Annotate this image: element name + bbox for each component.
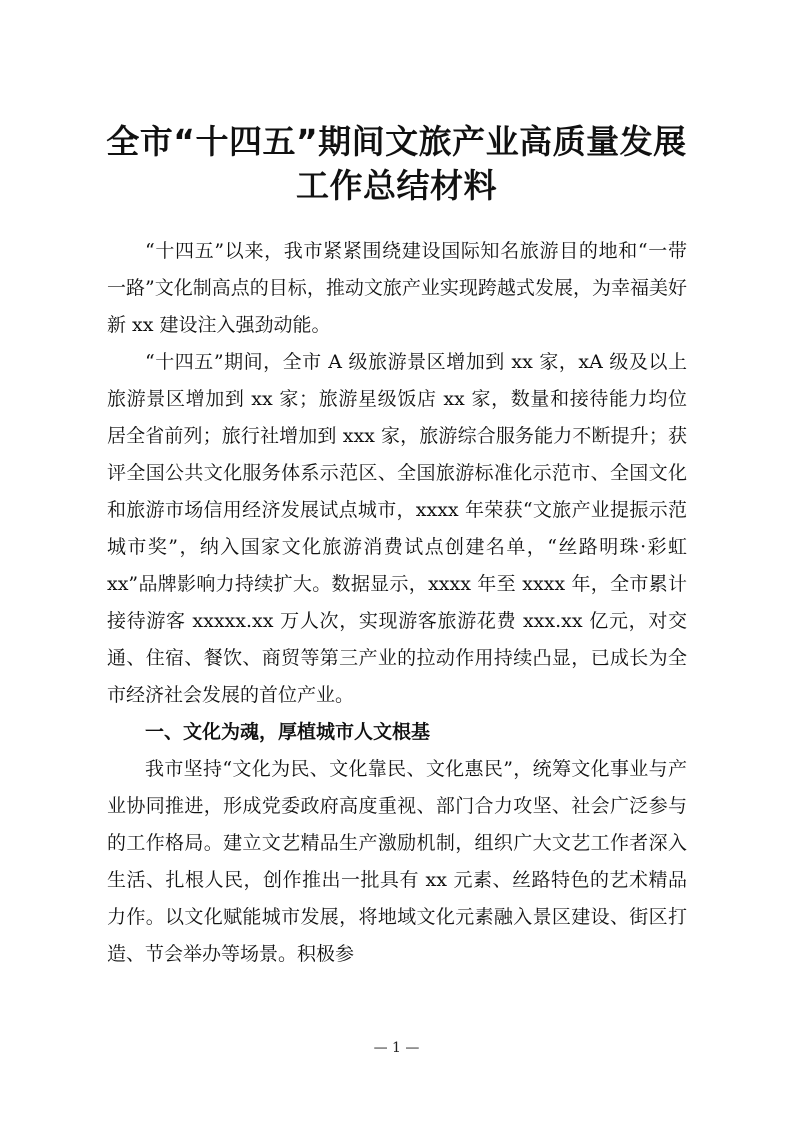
document-title-line-2: 工作总结材料 — [296, 166, 497, 205]
paragraph-achievements: “十四五”期间，全市 A 级旅游景区增加到 xx 家，xA 级及以上旅游景区增加到 xx 家；旅游星级饭店 xx 家，数量和接待能力均位居全省前列；旅行社增加到 xxx 家，旅游综合服务能力不断提升；获评全国公共文化服务体系示范区、全国旅游标准化示范市、全国文化和旅游市场信用经济发展试点城市，xxxx 年荣获“文旅产业提振示范城市奖”，纳入国家文化旅游消费试点创建名单，“丝路明珠·彩虹 xx”品牌影响力持续扩大。数据显示，xxxx 年至 xxxx 年，全市累计接待游客 xxxxx.xx 万人次，实现游客旅游花费 xxx.xx 亿元，对交通、住宿、餐饮、商贸等第三产业的拉动作用持续凸显，已成长为全市经济社会发展的首位产业。 — [107, 351, 687, 706]
document-title-line-1: 全市“十四五”期间文旅产业高质量发展 — [106, 122, 687, 161]
paragraph-culture: 我市坚持“文化为民、文化靠民、文化惠民”，统筹文化事业与产业协同推进，形成党委政府高度重视、部门合力攻坚、社会广泛参与的工作格局。建立文艺精品生产激励机制，组织广大文艺工作者深入生活、扎根人民，创作推出一批具有 xx 元素、丝路特色的艺术精品力作。以文化赋能城市发展，将地域文化元素融入景区建设、街区打造、节会举办等场景。积极参 — [107, 758, 687, 965]
section-heading-1: 一、文化为魂，厚植城市人文根基 — [145, 721, 431, 743]
document-body — [107, 233, 687, 973]
paragraph-intro: “十四五”以来，我市紧紧围绕建设国际知名旅游目的地和“一带一路”文化制高点的目标，推动文旅产业实现跨越式发展，为幸福美好新 xx 建设注入强劲动能。 — [107, 240, 687, 336]
page-number: — 1 — — [373, 1040, 420, 1056]
